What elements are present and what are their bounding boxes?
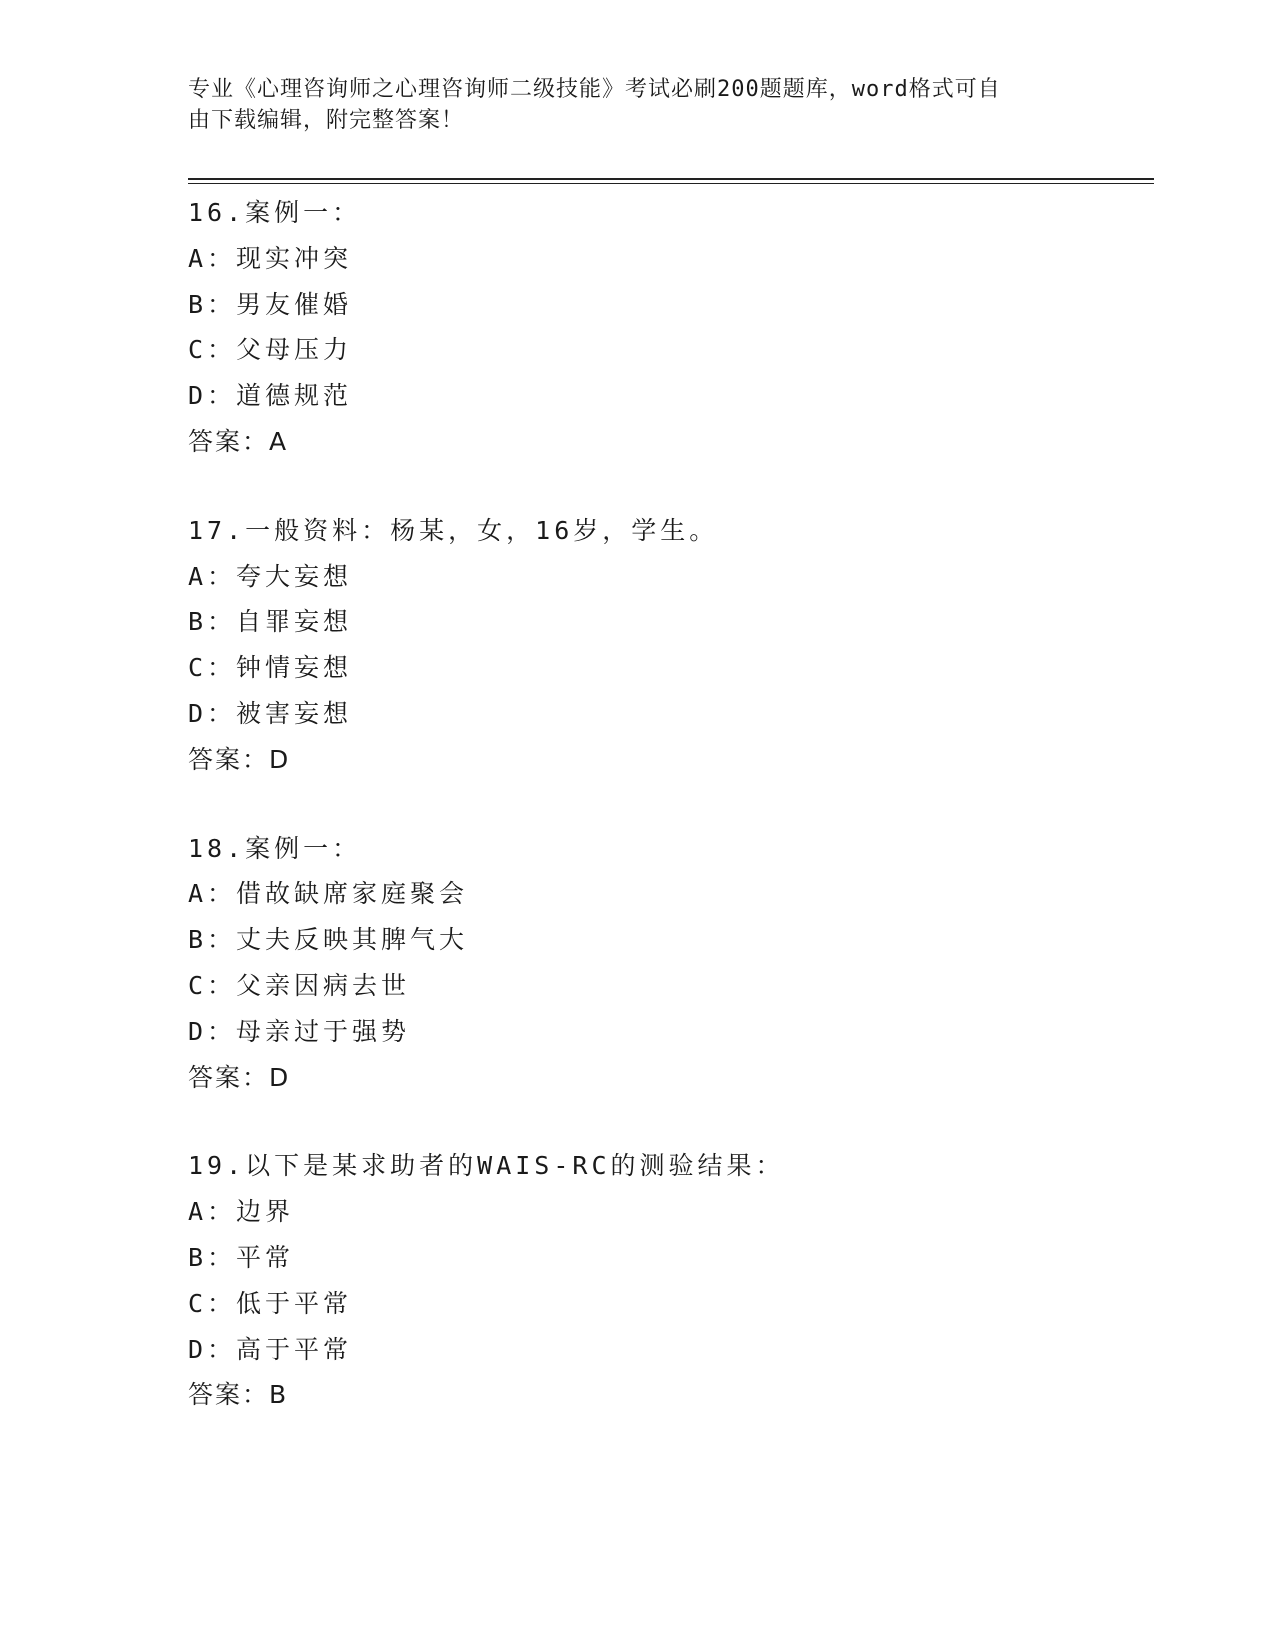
answer-label: 答案：B (188, 1380, 289, 1410)
option-c: C：父母压力 (188, 335, 353, 365)
question-stem: 19.以下是某求助者的WAIS-RC的测验结果： (188, 1151, 785, 1181)
option-a: A：边界 (188, 1197, 295, 1227)
header-divider-thin (188, 183, 1154, 184)
question-18 (188, 826, 1148, 1101)
question-list (188, 190, 1148, 1418)
question-17 (188, 508, 1148, 783)
header-divider-thick (188, 178, 1154, 180)
option-b: B：丈夫反映其脾气大 (188, 925, 469, 955)
option-d: D：母亲过于强势 (188, 1016, 411, 1046)
question-16 (188, 190, 1148, 465)
option-b: B：平常 (188, 1242, 295, 1272)
option-c: C：低于平常 (188, 1288, 353, 1318)
option-a: A：现实冲突 (188, 243, 353, 273)
header-line-2: 由下载编辑，附完整答案！ (188, 108, 465, 133)
option-a: A：夸大妄想 (188, 561, 353, 591)
answer-label: 答案：A (188, 426, 289, 456)
answer-label: 答案：D (188, 1062, 291, 1092)
question-stem: 17.一般资料：杨某，女，16岁，学生。 (188, 515, 719, 545)
option-b: B：自罪妄想 (188, 607, 353, 637)
question-stem: 18.案例一： (188, 833, 362, 863)
option-c: C：钟情妄想 (188, 653, 353, 683)
header-line-1: 专业《心理咨询师之心理咨询师二级技能》考试必刷200题题库，word格式可自 (188, 77, 1001, 102)
option-d: D：道德规范 (188, 381, 353, 411)
option-b: B：男友催婚 (188, 289, 353, 319)
option-c: C：父亲因病去世 (188, 970, 411, 1000)
option-a: A：借故缺席家庭聚会 (188, 879, 469, 909)
answer-label: 答案：D (188, 744, 291, 774)
document-header (188, 74, 1088, 136)
option-d: D：高于平常 (188, 1334, 353, 1364)
question-stem: 16.案例一： (188, 198, 362, 227)
option-d: D：被害妄想 (188, 698, 353, 728)
question-19 (188, 1143, 1148, 1418)
